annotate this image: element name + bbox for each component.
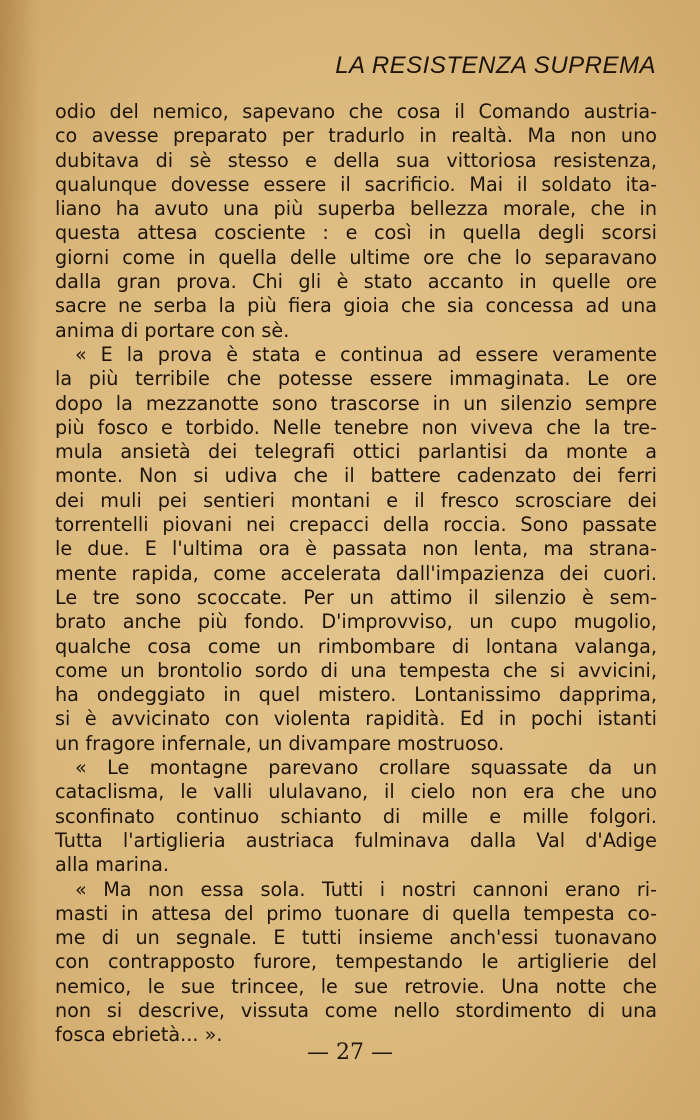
text-line: me di un segnale. E tutti insieme anch'essi tuonavano <box>55 926 657 950</box>
running-head: LA RESISTENZA SUPREMA <box>335 52 656 79</box>
text-line: questa attesa cosciente : e così in quella degli scorsi <box>55 221 657 245</box>
text-line: liano ha avuto una più superba bellezza morale, che in <box>55 197 657 221</box>
text-line: un fragore infernale, un divampare mostruoso. <box>55 731 505 755</box>
body-text <box>55 100 657 1048</box>
text-line: monte. Non si udiva che il battere cadenzato dei ferri <box>55 464 657 488</box>
text-line: le due. E l'ultima ora è passata non lenta, ma strana- <box>55 537 657 561</box>
text-line: con contrapposto furore, tempestando le artiglierie del <box>55 950 657 974</box>
text-line: dei muli pei sentieri montani e il fresco scrosciare dei <box>55 488 657 512</box>
text-line: alla marina. <box>55 853 169 877</box>
text-line: brato anche più fondo. D'improvviso, un cupo mugolio, <box>55 610 657 634</box>
text-line: Le tre sono scoccate. Per un attimo il silenzio è sem- <box>55 585 657 609</box>
text-line: dopo la mezzanotte sono trascorse in un silenzio sempre <box>55 391 657 415</box>
text-line: la più terribile che potesse essere immaginata. Le ore <box>55 367 657 391</box>
text-line: dalla gran prova. Chi gli è stato accanto in quelle ore <box>55 270 657 294</box>
text-line: qualunque dovesse essere il sacrificio. Mai il soldato ita- <box>55 172 657 196</box>
text-line: mula ansietà dei telegrafi ottici parlantisi da monte a <box>55 440 657 464</box>
text-line: torrentelli piovani nei crepacci della roccia. Sono passate <box>55 513 657 537</box>
text-line: qualche cosa come un rimbombare di lontana valanga, <box>55 634 657 658</box>
text-line: come un brontolio sordo di una tempesta che si avvicini, <box>55 658 657 682</box>
text-line: sacre ne serba la più fiera gioia che sia concessa ad una <box>55 294 657 318</box>
text-line: Tutta l'artiglieria austriaca fulminava dalla Val d'Adige <box>55 828 657 852</box>
text-line: giorni come in quella delle ultime ore che lo separavano <box>55 245 657 269</box>
text-line: fosca ebrietà... ». <box>55 1023 223 1047</box>
text-line: « Ma non essa sola. Tutti i nostri cannoni erano ri- <box>75 877 657 901</box>
text-line: ha ondeggiato in quel mistero. Lontanissimo dapprima, <box>55 683 657 707</box>
text-line: non si descrive, vissuta come nello stordimento di una <box>55 998 657 1022</box>
text-line: mente rapida, come accelerata dall'impazienza dei cuori. <box>55 561 657 585</box>
text-line: « E la prova è stata e continua ad essere veramente <box>75 342 657 366</box>
page-number: — 27 — <box>307 1040 393 1065</box>
text-line: masti in attesa del primo tuonare di quella tempesta co- <box>55 901 657 925</box>
text-line: odio del nemico, sapevano che cosa il Comando austria- <box>55 100 657 123</box>
text-line: anima di portare con sè. <box>55 318 290 342</box>
text-line: co avesse preparato per tradurlo in realtà. Ma non uno <box>55 124 657 148</box>
text-line: più fosco e torbido. Nelle tenebre non viveva che la tre- <box>55 415 657 439</box>
text-line: sconfinato continuo schianto di mille e mille folgori. <box>55 804 657 828</box>
text-line: dubitava di sè stesso e della sua vittoriosa resistenza, <box>55 148 657 172</box>
text-line: si è avvicinato con violenta rapidità. Ed in pochi istanti <box>55 707 657 731</box>
text-line: nemico, le sue trincee, le sue retrovie. Una notte che <box>55 974 657 998</box>
text-line: « Le montagne parevano crollare squassate da un <box>75 756 657 780</box>
text-line: cataclisma, le valli ululavano, il cielo non era che uno <box>55 780 657 804</box>
